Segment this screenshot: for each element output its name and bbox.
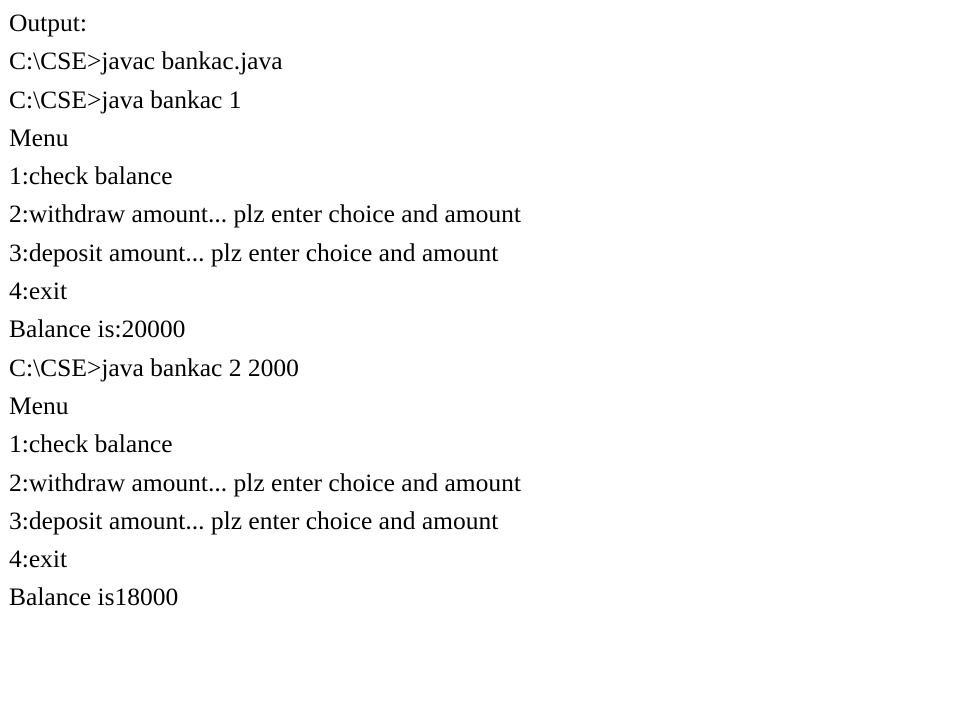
command-line-run-withdraw: C:\CSE>java bankac 2 2000 xyxy=(9,352,299,382)
menu-item-withdraw: 2:withdraw amount... plz enter choice and amount xyxy=(9,199,521,229)
console-output-document xyxy=(9,4,949,617)
output-heading: Output: xyxy=(9,8,87,37)
command-line-compile: C:\CSE>javac bankac.java xyxy=(9,46,283,76)
menu-item-exit: 4:exit xyxy=(9,276,68,306)
menu-item-deposit: 3:deposit amount... plz enter choice and amount xyxy=(9,237,499,267)
balance-result: Balance is18000 xyxy=(9,582,179,612)
menu-item-deposit: 3:deposit amount... plz enter choice and amount xyxy=(9,505,499,535)
menu-item-check-balance: 1:check balance xyxy=(9,161,173,191)
menu-item-withdraw: 2:withdraw amount... plz enter choice and amount xyxy=(9,467,521,497)
balance-result: Balance is:20000 xyxy=(9,314,186,344)
command-line-run-check: C:\CSE>java bankac 1 xyxy=(9,84,242,114)
menu-item-check-balance: 1:check balance xyxy=(9,429,173,459)
menu-title: Menu xyxy=(9,122,69,152)
menu-item-exit: 4:exit xyxy=(9,544,68,574)
menu-title: Menu xyxy=(9,390,69,420)
